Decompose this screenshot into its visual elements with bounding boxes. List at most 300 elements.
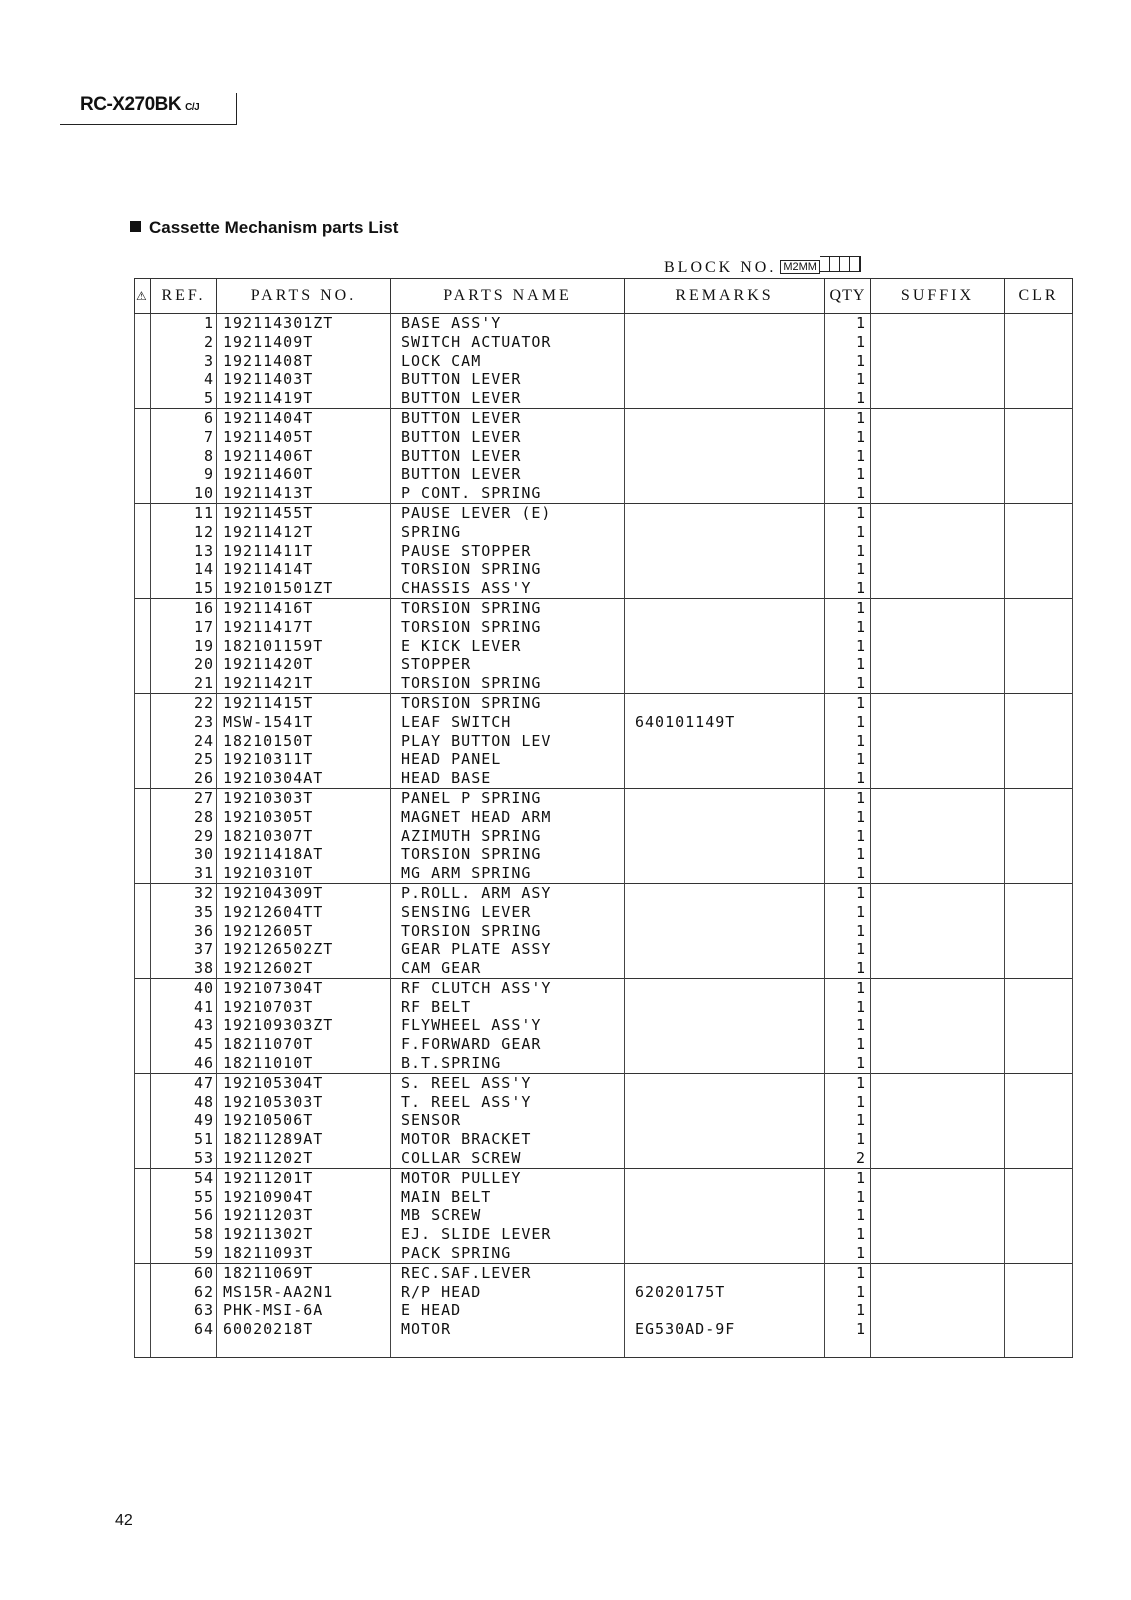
qty-cell: 1 bbox=[825, 1301, 871, 1320]
parts-name-cell: STOPPER bbox=[391, 655, 625, 674]
remarks-cell bbox=[625, 674, 825, 693]
warn-cell bbox=[135, 1301, 151, 1320]
parts-name-cell: MOTOR PULLEY bbox=[391, 1168, 625, 1187]
clr-cell bbox=[1005, 978, 1073, 997]
clr-cell bbox=[1005, 1073, 1073, 1092]
parts-name-cell: AZIMUTH SPRING bbox=[391, 827, 625, 846]
remarks-cell bbox=[625, 1035, 825, 1054]
remarks-cell: 62020175T bbox=[625, 1283, 825, 1302]
suffix-cell bbox=[871, 922, 1005, 941]
ref-cell: 4 bbox=[151, 370, 217, 389]
parts-name-cell: PAUSE STOPPER bbox=[391, 542, 625, 561]
table-row bbox=[135, 447, 1073, 466]
remarks-cell bbox=[625, 1168, 825, 1187]
table-row bbox=[135, 655, 1073, 674]
parts-name-cell: TORSION SPRING bbox=[391, 693, 625, 712]
parts-no-cell: 19210311T bbox=[217, 750, 391, 769]
spacer-cell bbox=[825, 1339, 871, 1358]
ref-cell: 48 bbox=[151, 1093, 217, 1112]
parts-no-cell: 19212602T bbox=[217, 959, 391, 978]
clr-cell bbox=[1005, 1149, 1073, 1168]
warn-cell bbox=[135, 1073, 151, 1092]
ref-cell: 26 bbox=[151, 769, 217, 788]
suffix-cell bbox=[871, 1206, 1005, 1225]
ref-cell: 32 bbox=[151, 883, 217, 902]
parts-name-cell: SWITCH ACTUATOR bbox=[391, 333, 625, 352]
ref-cell: 1 bbox=[151, 314, 217, 333]
suffix-cell bbox=[871, 998, 1005, 1017]
clr-cell bbox=[1005, 1130, 1073, 1149]
ref-cell: 2 bbox=[151, 333, 217, 352]
parts-name-cell: E KICK LEVER bbox=[391, 637, 625, 656]
clr-cell bbox=[1005, 713, 1073, 732]
model-heading bbox=[80, 94, 199, 116]
qty-cell: 1 bbox=[825, 713, 871, 732]
qty-cell: 1 bbox=[825, 674, 871, 693]
parts-name-cell: F.FORWARD GEAR bbox=[391, 1035, 625, 1054]
parts-no-cell: 19210303T bbox=[217, 788, 391, 807]
ref-cell: 64 bbox=[151, 1320, 217, 1339]
qty-cell: 1 bbox=[825, 883, 871, 902]
parts-name-cell: PACK SPRING bbox=[391, 1244, 625, 1263]
remarks-cell bbox=[625, 940, 825, 959]
col-warn bbox=[135, 279, 151, 314]
clr-cell bbox=[1005, 1283, 1073, 1302]
warn-cell bbox=[135, 750, 151, 769]
suffix-cell bbox=[871, 864, 1005, 883]
warn-cell bbox=[135, 845, 151, 864]
remarks-cell bbox=[625, 1244, 825, 1263]
suffix-cell bbox=[871, 845, 1005, 864]
parts-no-cell: 19211201T bbox=[217, 1168, 391, 1187]
suffix-cell bbox=[871, 978, 1005, 997]
parts-name-cell: TORSION SPRING bbox=[391, 618, 625, 637]
qty-cell: 1 bbox=[825, 1188, 871, 1207]
table-row bbox=[135, 579, 1073, 598]
ref-cell: 49 bbox=[151, 1111, 217, 1130]
warn-cell bbox=[135, 978, 151, 997]
remarks-cell bbox=[625, 333, 825, 352]
spacer-cell bbox=[1005, 1339, 1073, 1358]
qty-cell: 1 bbox=[825, 1093, 871, 1112]
ref-cell: 15 bbox=[151, 579, 217, 598]
parts-name-cell: TORSION SPRING bbox=[391, 560, 625, 579]
suffix-cell bbox=[871, 655, 1005, 674]
parts-no-cell: 19211203T bbox=[217, 1206, 391, 1225]
warn-cell bbox=[135, 314, 151, 333]
qty-cell: 1 bbox=[825, 428, 871, 447]
ref-cell: 55 bbox=[151, 1188, 217, 1207]
clr-cell bbox=[1005, 1035, 1073, 1054]
parts-name-cell: GEAR PLATE ASSY bbox=[391, 940, 625, 959]
parts-no-cell: 19211414T bbox=[217, 560, 391, 579]
block-label: BLOCK NO. bbox=[664, 259, 777, 276]
ref-cell: 24 bbox=[151, 732, 217, 751]
ref-cell: 25 bbox=[151, 750, 217, 769]
parts-name-cell: HEAD PANEL bbox=[391, 750, 625, 769]
ref-cell: 3 bbox=[151, 352, 217, 371]
suffix-cell bbox=[871, 769, 1005, 788]
ref-cell: 41 bbox=[151, 998, 217, 1017]
warn-cell bbox=[135, 370, 151, 389]
table-row bbox=[135, 922, 1073, 941]
suffix-cell bbox=[871, 827, 1005, 846]
warn-cell bbox=[135, 579, 151, 598]
table-row bbox=[135, 1320, 1073, 1339]
suffix-cell bbox=[871, 1225, 1005, 1244]
parts-name-cell: TORSION SPRING bbox=[391, 845, 625, 864]
table-row bbox=[135, 560, 1073, 579]
qty-cell: 1 bbox=[825, 1320, 871, 1339]
warn-cell bbox=[135, 1225, 151, 1244]
table-row bbox=[135, 1244, 1073, 1263]
ref-cell: 45 bbox=[151, 1035, 217, 1054]
parts-name-cell: TORSION SPRING bbox=[391, 922, 625, 941]
parts-no-cell: 19212605T bbox=[217, 922, 391, 941]
parts-no-cell: 19211412T bbox=[217, 523, 391, 542]
table-row bbox=[135, 1073, 1073, 1092]
remarks-cell bbox=[625, 637, 825, 656]
spacer-cell bbox=[871, 1339, 1005, 1358]
clr-cell bbox=[1005, 827, 1073, 846]
parts-name-cell: TORSION SPRING bbox=[391, 674, 625, 693]
ref-cell: 54 bbox=[151, 1168, 217, 1187]
remarks-cell bbox=[625, 750, 825, 769]
qty-cell: 1 bbox=[825, 447, 871, 466]
clr-cell bbox=[1005, 598, 1073, 617]
table-bottom-spacer bbox=[135, 1339, 1073, 1358]
warn-cell bbox=[135, 542, 151, 561]
table-row bbox=[135, 408, 1073, 427]
parts-name-cell: MAIN BELT bbox=[391, 1188, 625, 1207]
heading-underline bbox=[60, 124, 237, 125]
suffix-cell bbox=[871, 560, 1005, 579]
warn-cell bbox=[135, 1016, 151, 1035]
parts-name-cell: B.T.SPRING bbox=[391, 1054, 625, 1073]
qty-cell: 1 bbox=[825, 637, 871, 656]
clr-cell bbox=[1005, 750, 1073, 769]
suffix-cell bbox=[871, 788, 1005, 807]
model-name: RC-X270BK bbox=[80, 94, 182, 115]
suffix-cell bbox=[871, 352, 1005, 371]
parts-no-cell: MSW-1541T bbox=[217, 713, 391, 732]
table-row bbox=[135, 598, 1073, 617]
remarks-cell bbox=[625, 523, 825, 542]
parts-no-cell: 192109303ZT bbox=[217, 1016, 391, 1035]
suffix-cell bbox=[871, 637, 1005, 656]
parts-no-cell: 19211405T bbox=[217, 428, 391, 447]
qty-cell: 1 bbox=[825, 922, 871, 941]
ref-cell: 31 bbox=[151, 864, 217, 883]
parts-name-cell: BUTTON LEVER bbox=[391, 465, 625, 484]
table-row bbox=[135, 637, 1073, 656]
parts-no-cell: 19211406T bbox=[217, 447, 391, 466]
table-row bbox=[135, 693, 1073, 712]
remarks-cell bbox=[625, 408, 825, 427]
qty-cell: 1 bbox=[825, 769, 871, 788]
ref-cell: 11 bbox=[151, 503, 217, 522]
qty-cell: 1 bbox=[825, 542, 871, 561]
suffix-cell bbox=[871, 1301, 1005, 1320]
ref-cell: 12 bbox=[151, 523, 217, 542]
parts-no-cell: 19211417T bbox=[217, 618, 391, 637]
parts-no-cell: 18211070T bbox=[217, 1035, 391, 1054]
ref-cell: 16 bbox=[151, 598, 217, 617]
ref-cell: 20 bbox=[151, 655, 217, 674]
ref-cell: 36 bbox=[151, 922, 217, 941]
suffix-cell bbox=[871, 732, 1005, 751]
warning-triangle-icon: ⚠ bbox=[136, 289, 150, 303]
table-row bbox=[135, 1168, 1073, 1187]
parts-name-cell: MOTOR BRACKET bbox=[391, 1130, 625, 1149]
warn-cell bbox=[135, 1093, 151, 1112]
table-row bbox=[135, 940, 1073, 959]
bullet-square-icon bbox=[130, 221, 141, 232]
suffix-cell bbox=[871, 713, 1005, 732]
qty-cell: 1 bbox=[825, 1283, 871, 1302]
suffix-cell bbox=[871, 503, 1005, 522]
table-row bbox=[135, 1283, 1073, 1302]
remarks-cell bbox=[625, 1301, 825, 1320]
warn-cell bbox=[135, 1188, 151, 1207]
suffix-cell bbox=[871, 484, 1005, 503]
parts-name-cell: RF CLUTCH ASS'Y bbox=[391, 978, 625, 997]
parts-no-cell: 192105304T bbox=[217, 1073, 391, 1092]
parts-no-cell: 19210310T bbox=[217, 864, 391, 883]
parts-no-cell: 182101159T bbox=[217, 637, 391, 656]
table-row bbox=[135, 523, 1073, 542]
suffix-cell bbox=[871, 314, 1005, 333]
table-row bbox=[135, 1263, 1073, 1282]
parts-name-cell: MAGNET HEAD ARM bbox=[391, 808, 625, 827]
qty-cell: 1 bbox=[825, 1244, 871, 1263]
qty-cell: 1 bbox=[825, 845, 871, 864]
parts-name-cell: BASE ASS'Y bbox=[391, 314, 625, 333]
qty-cell: 1 bbox=[825, 940, 871, 959]
parts-table bbox=[134, 278, 1073, 1358]
parts-no-cell: 19210304AT bbox=[217, 769, 391, 788]
remarks-cell bbox=[625, 1111, 825, 1130]
table-row bbox=[135, 959, 1073, 978]
clr-cell bbox=[1005, 314, 1073, 333]
suffix-cell bbox=[871, 579, 1005, 598]
suffix-cell bbox=[871, 903, 1005, 922]
qty-cell: 1 bbox=[825, 655, 871, 674]
clr-cell bbox=[1005, 864, 1073, 883]
suffix-cell bbox=[871, 693, 1005, 712]
ref-cell: 7 bbox=[151, 428, 217, 447]
remarks-cell bbox=[625, 903, 825, 922]
remarks-cell bbox=[625, 978, 825, 997]
remarks-cell bbox=[625, 447, 825, 466]
spacer-cell bbox=[135, 1339, 151, 1358]
suffix-cell bbox=[871, 1149, 1005, 1168]
col-ref: REF. bbox=[151, 279, 217, 314]
parts-name-cell: COLLAR SCREW bbox=[391, 1149, 625, 1168]
suffix-cell bbox=[871, 1168, 1005, 1187]
parts-name-cell: CAM GEAR bbox=[391, 959, 625, 978]
clr-cell bbox=[1005, 579, 1073, 598]
parts-name-cell: PANEL P SPRING bbox=[391, 788, 625, 807]
clr-cell bbox=[1005, 618, 1073, 637]
parts-name-cell: EJ. SLIDE LEVER bbox=[391, 1225, 625, 1244]
remarks-cell bbox=[625, 845, 825, 864]
remarks-cell bbox=[625, 352, 825, 371]
spacer-cell bbox=[391, 1339, 625, 1358]
warn-cell bbox=[135, 1130, 151, 1149]
parts-no-cell: 18211010T bbox=[217, 1054, 391, 1073]
table-row bbox=[135, 750, 1073, 769]
remarks-cell bbox=[625, 922, 825, 941]
warn-cell bbox=[135, 503, 151, 522]
warn-cell bbox=[135, 484, 151, 503]
ref-cell: 27 bbox=[151, 788, 217, 807]
remarks-cell bbox=[625, 769, 825, 788]
qty-cell: 1 bbox=[825, 1225, 871, 1244]
table-row bbox=[135, 370, 1073, 389]
table-row bbox=[135, 1111, 1073, 1130]
qty-cell: 2 bbox=[825, 1149, 871, 1168]
warn-cell bbox=[135, 998, 151, 1017]
section-title bbox=[130, 218, 398, 238]
warn-cell bbox=[135, 693, 151, 712]
clr-cell bbox=[1005, 408, 1073, 427]
clr-cell bbox=[1005, 484, 1073, 503]
ref-cell: 38 bbox=[151, 959, 217, 978]
parts-name-cell: HEAD BASE bbox=[391, 769, 625, 788]
suffix-cell bbox=[871, 1283, 1005, 1302]
clr-cell bbox=[1005, 1188, 1073, 1207]
table-row bbox=[135, 788, 1073, 807]
parts-no-cell: 19211404T bbox=[217, 408, 391, 427]
table-row bbox=[135, 1188, 1073, 1207]
warn-cell bbox=[135, 827, 151, 846]
parts-name-cell: S. REEL ASS'Y bbox=[391, 1073, 625, 1092]
clr-cell bbox=[1005, 1263, 1073, 1282]
table-row bbox=[135, 845, 1073, 864]
remarks-cell bbox=[625, 370, 825, 389]
qty-cell: 1 bbox=[825, 788, 871, 807]
qty-cell: 1 bbox=[825, 484, 871, 503]
parts-name-cell: BUTTON LEVER bbox=[391, 408, 625, 427]
table-row bbox=[135, 1301, 1073, 1320]
ref-cell: 46 bbox=[151, 1054, 217, 1073]
suffix-cell bbox=[871, 428, 1005, 447]
clr-cell bbox=[1005, 447, 1073, 466]
table-row bbox=[135, 1035, 1073, 1054]
table-row bbox=[135, 1054, 1073, 1073]
qty-cell: 1 bbox=[825, 959, 871, 978]
ref-cell: 8 bbox=[151, 447, 217, 466]
parts-no-cell: 19211416T bbox=[217, 598, 391, 617]
parts-no-cell: 19211460T bbox=[217, 465, 391, 484]
qty-cell: 1 bbox=[825, 1054, 871, 1073]
table-row bbox=[135, 1149, 1073, 1168]
ref-cell: 28 bbox=[151, 808, 217, 827]
suffix-cell bbox=[871, 959, 1005, 978]
table-row bbox=[135, 314, 1073, 333]
parts-name-cell: REC.SAF.LEVER bbox=[391, 1263, 625, 1282]
qty-cell: 1 bbox=[825, 523, 871, 542]
warn-cell bbox=[135, 788, 151, 807]
parts-no-cell: 60020218T bbox=[217, 1320, 391, 1339]
clr-cell bbox=[1005, 370, 1073, 389]
parts-no-cell: 19212604TT bbox=[217, 903, 391, 922]
qty-cell: 1 bbox=[825, 1073, 871, 1092]
parts-name-cell: PAUSE LEVER (E) bbox=[391, 503, 625, 522]
warn-cell bbox=[135, 1206, 151, 1225]
ref-cell: 29 bbox=[151, 827, 217, 846]
warn-cell bbox=[135, 333, 151, 352]
ref-cell: 5 bbox=[151, 389, 217, 408]
parts-no-cell: 19211202T bbox=[217, 1149, 391, 1168]
ref-cell: 56 bbox=[151, 1206, 217, 1225]
clr-cell bbox=[1005, 637, 1073, 656]
remarks-cell bbox=[625, 864, 825, 883]
table-row bbox=[135, 978, 1073, 997]
suffix-cell bbox=[871, 618, 1005, 637]
qty-cell: 1 bbox=[825, 1263, 871, 1282]
table-row bbox=[135, 618, 1073, 637]
spacer-cell bbox=[151, 1339, 217, 1358]
parts-name-cell: T. REEL ASS'Y bbox=[391, 1093, 625, 1112]
col-qty: QTY bbox=[825, 279, 871, 314]
parts-name-cell: E HEAD bbox=[391, 1301, 625, 1320]
clr-cell bbox=[1005, 922, 1073, 941]
suffix-cell bbox=[871, 447, 1005, 466]
clr-cell bbox=[1005, 465, 1073, 484]
table-row bbox=[135, 808, 1073, 827]
parts-no-cell: 19211415T bbox=[217, 693, 391, 712]
remarks-cell bbox=[625, 560, 825, 579]
suffix-cell bbox=[871, 333, 1005, 352]
qty-cell: 1 bbox=[825, 465, 871, 484]
warn-cell bbox=[135, 1111, 151, 1130]
clr-cell bbox=[1005, 998, 1073, 1017]
qty-cell: 1 bbox=[825, 1111, 871, 1130]
ref-cell: 21 bbox=[151, 674, 217, 693]
remarks-cell: 640101149T bbox=[625, 713, 825, 732]
parts-name-cell: SPRING bbox=[391, 523, 625, 542]
warn-cell bbox=[135, 1168, 151, 1187]
clr-cell bbox=[1005, 1168, 1073, 1187]
ref-cell: 6 bbox=[151, 408, 217, 427]
suffix-cell bbox=[871, 370, 1005, 389]
clr-cell bbox=[1005, 940, 1073, 959]
remarks-cell bbox=[625, 655, 825, 674]
col-remarks: REMARKS bbox=[625, 279, 825, 314]
parts-no-cell: 192107304T bbox=[217, 978, 391, 997]
clr-cell bbox=[1005, 959, 1073, 978]
warn-cell bbox=[135, 959, 151, 978]
remarks-cell bbox=[625, 1054, 825, 1073]
suffix-cell bbox=[871, 750, 1005, 769]
parts-no-cell: 19210703T bbox=[217, 998, 391, 1017]
clr-cell bbox=[1005, 769, 1073, 788]
table-row bbox=[135, 389, 1073, 408]
table-row bbox=[135, 864, 1073, 883]
remarks-cell bbox=[625, 389, 825, 408]
suffix-cell bbox=[871, 883, 1005, 902]
warn-cell bbox=[135, 674, 151, 693]
parts-name-cell: BUTTON LEVER bbox=[391, 370, 625, 389]
remarks-cell bbox=[625, 428, 825, 447]
table-row bbox=[135, 1016, 1073, 1035]
qty-cell: 1 bbox=[825, 1016, 871, 1035]
ref-cell: 17 bbox=[151, 618, 217, 637]
ref-cell: 9 bbox=[151, 465, 217, 484]
qty-cell: 1 bbox=[825, 314, 871, 333]
